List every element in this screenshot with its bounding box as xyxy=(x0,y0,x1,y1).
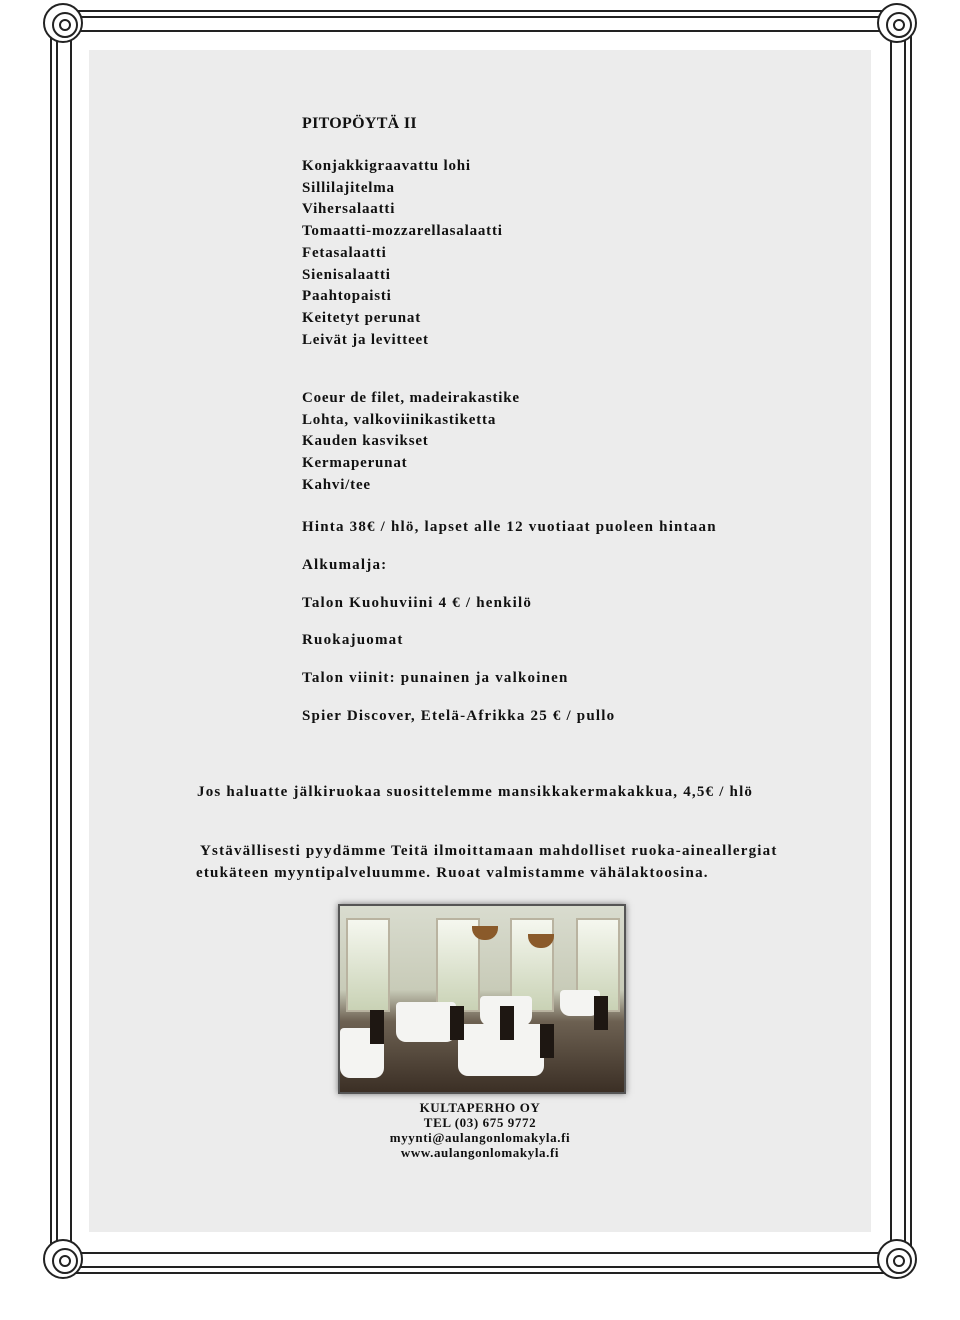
restaurant-photo xyxy=(338,904,626,1094)
drinks-heading: Ruokajuomat xyxy=(302,632,404,648)
mains-list xyxy=(302,388,520,497)
starters-list xyxy=(302,156,503,351)
list-item: Konjakkigraavattu lohi xyxy=(302,158,471,174)
allergy-line-1: Ystävällisesti pyydämme Teitä ilmoittamaan mahdolliset ruoka-aineallergiat xyxy=(200,843,778,859)
ornament-icon xyxy=(877,3,917,43)
list-item: Leivät ja levitteet xyxy=(302,331,429,348)
list-item: Sillilajitelma xyxy=(302,179,395,196)
menu-title: PITOPÖYTÄ II xyxy=(302,115,417,132)
list-item: Paahtopaisti xyxy=(302,288,392,305)
wine-line: Spier Discover, Etelä-Afrikka 25 € / pullo xyxy=(302,708,616,724)
contact-block xyxy=(370,1100,590,1160)
aperitif-heading: Alkumalja: xyxy=(302,557,388,573)
list-item: Lohta, valkoviinikastiketta xyxy=(302,411,497,428)
company-name: KULTAPERHO OY xyxy=(419,1100,541,1115)
house-wines-line: Talon viinit: punainen ja valkoinen xyxy=(302,670,569,686)
allergy-line-2: etukäteen myyntipalveluumme. Ruoat valmistamme vähälaktoosina. xyxy=(196,865,709,881)
dessert-line: Jos haluatte jälkiruokaa suosittelemme mansikkakermakakkua, 4,5€ / hlö xyxy=(197,784,754,800)
ornament-icon xyxy=(43,3,83,43)
ornament-icon xyxy=(43,1239,83,1279)
list-item: Coeur de filet, madeirakastike xyxy=(302,390,520,406)
list-item: Kauden kasvikset xyxy=(302,433,429,450)
email-link[interactable]: myynti@aulangonlomakyla.fi xyxy=(389,1130,571,1145)
website-link[interactable]: www.aulangonlomakyla.fi xyxy=(400,1145,560,1160)
price-line: Hinta 38€ / hlö, lapset alle 12 vuotiaat puoleen hintaan xyxy=(302,519,717,535)
list-item: Fetasalaatti xyxy=(302,244,387,261)
list-item: Sienisalaatti xyxy=(302,266,391,283)
list-item: Kahvi/tee xyxy=(302,476,371,493)
aperitif-line: Talon Kuohuviini 4 € / henkilö xyxy=(302,595,533,611)
list-item: Kermaperunat xyxy=(302,455,408,472)
phone-number: TEL (03) 675 9772 xyxy=(423,1115,537,1130)
list-item: Tomaatti-mozzarellasalaatti xyxy=(302,223,503,240)
list-item: Vihersalaatti xyxy=(302,201,396,218)
ornament-icon xyxy=(877,1239,917,1279)
list-item: Keitetyt perunat xyxy=(302,309,422,326)
